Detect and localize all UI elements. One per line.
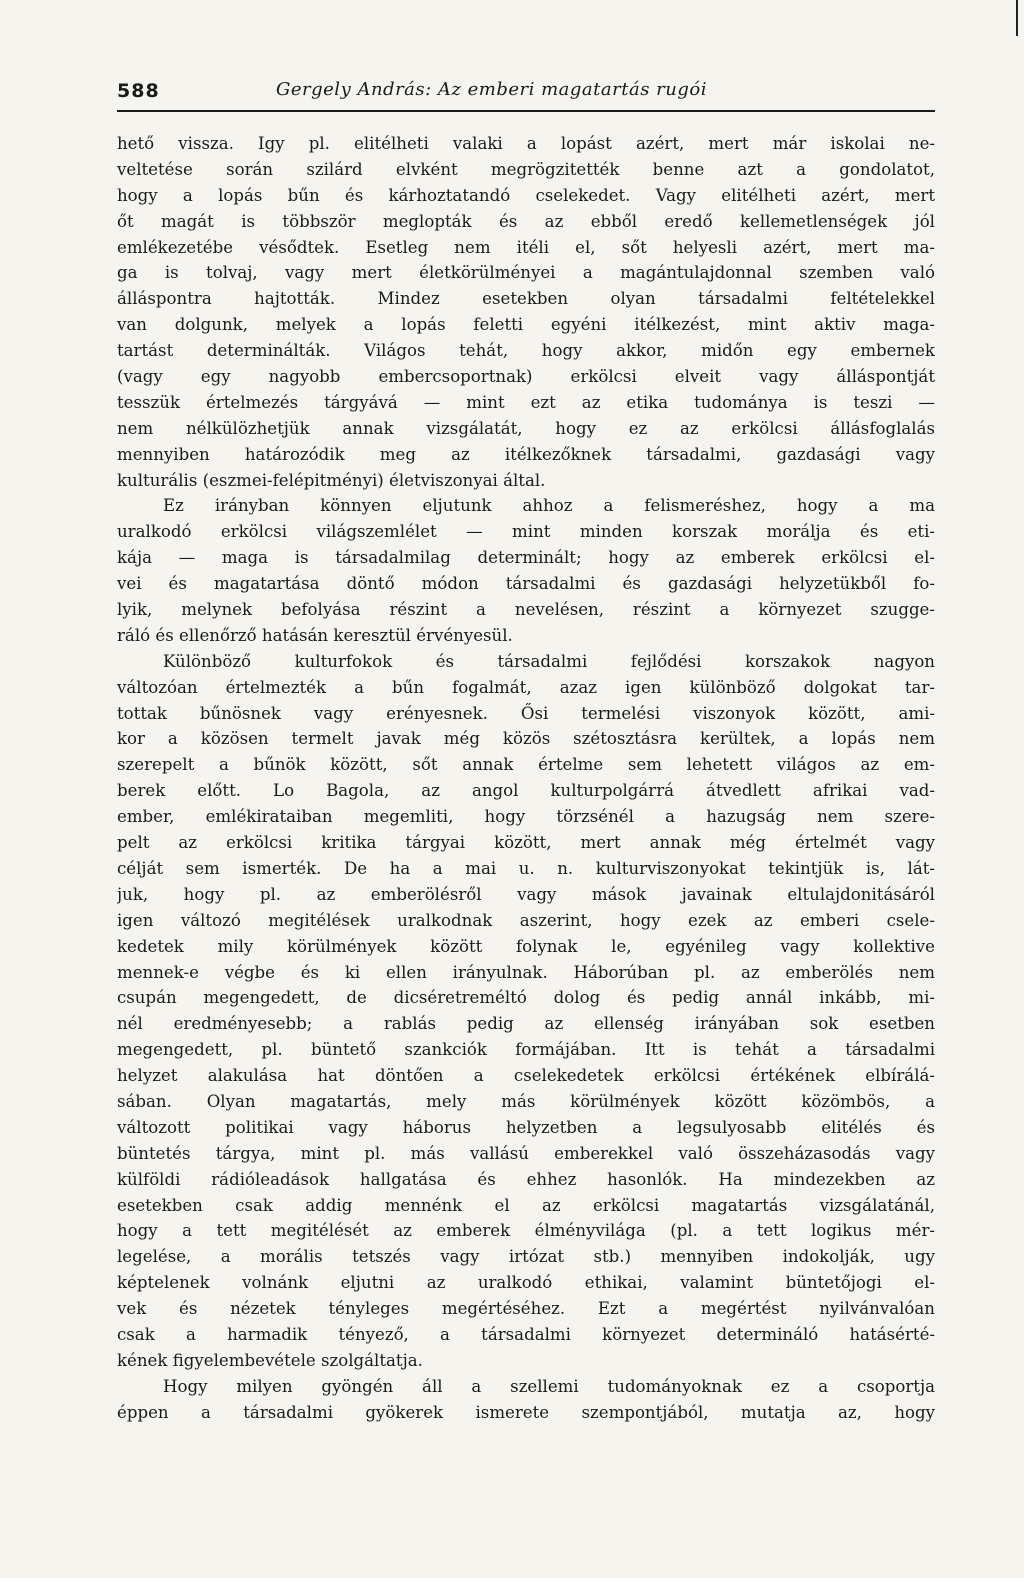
text-line: csak a harmadik tényező, a társadalmi környezet determináló hatásérté- — [117, 1324, 935, 1344]
text-line: nem nélkülözhetjük annak vizsgálatát, hogy ez az erkölcsi állásfoglalás — [117, 418, 935, 438]
text-line: sában. Olyan magatartás, mely más körülmények között közömbös, a — [117, 1091, 935, 1111]
text-line: mennek-e végbe és ki ellen irányulnak. Háborúban pl. az emberölés nem — [117, 962, 935, 982]
text-line: tartást determinálták. Világos tehát, hogy akkor, midőn egy embernek — [117, 341, 935, 361]
page-number: 588 — [117, 80, 160, 102]
text-line: (vagy egy nagyobb embercsoportnak) erkölcsi elveit vagy álláspontját — [117, 367, 935, 387]
text-line: legelése, a morális tetszés vagy irtózat stb.) mennyiben indokolják, ugy — [117, 1247, 935, 1267]
text-line: helyzet alakulása hat döntően a cselekedetek erkölcsi értékének elbírálá- — [117, 1066, 935, 1086]
text-line: hogy a tett megitélését az emberek élményvilága (pl. a tett logikus mér- — [117, 1221, 935, 1241]
text-line: lyik, melynek befolyása részint a nevelésen, részint a környezet szugge- — [117, 600, 935, 620]
text-line: szerepelt a bűnök között, sőt annak értelme sem lehetett világos az em- — [117, 755, 935, 775]
text-line: kor a közösen termelt javak még közös szétosztásra kerültek, a lopás nem — [117, 729, 935, 749]
page-header — [117, 76, 935, 112]
text-line: veltetése során szilárd elvként megrögzitették benne azt a gondolatot, — [117, 159, 935, 179]
text-line: Különböző kulturfokok és társadalmi fejlődési korszakok nagyon — [163, 651, 935, 671]
text-line: ga is tolvaj, vagy mert életkörülményei a magántulajdonnal szemben való — [117, 263, 935, 283]
text-line: nél eredményesebb; a rablás pedig az ellenség irányában sok esetben — [117, 1014, 935, 1034]
text-line: vek és nézetek tényleges megértéséhez. Ezt a megértést nyilvánvalóan — [117, 1299, 935, 1319]
text-line: Ez irányban könnyen eljutunk ahhoz a felismeréshez, hogy a ma — [163, 496, 935, 516]
text-line: ráló és ellenőrző hatásán keresztül érvényesül. — [117, 625, 513, 645]
text-line: éppen a társadalmi gyökerek ismerete szempontjából, mutatja az, hogy — [117, 1402, 935, 1422]
text-line: van dolgunk, melyek a lopás feletti egyéni itélkezést, mint aktiv maga- — [117, 315, 935, 335]
text-line: változóan értelmezték a bűn fogalmát, azaz igen különböző dolgokat tar- — [117, 677, 935, 697]
text-line: képtelenek volnánk eljutni az uralkodó ethikai, valamint büntetőjogi el- — [117, 1273, 935, 1293]
scan-edge-mark — [1016, 0, 1018, 36]
running-title: Gergely András: Az emberi magatartás rugói — [276, 79, 707, 100]
text-line: csupán megengedett, de dicséretreméltó dolog és pedig annál inkább, mi- — [117, 988, 935, 1008]
text-line: hogy a lopás bűn és kárhoztatandó cselekedet. Vagy elitélheti azért, mert — [117, 185, 935, 205]
text-line: álláspontra hajtották. Mindez esetekben olyan társadalmi feltételekkel — [117, 289, 935, 309]
text-line: ember, emlékirataiban megemliti, hogy törzsénél a hazugság nem szere- — [117, 807, 935, 827]
text-line: igen változó megitélések uralkodnak aszerint, hogy ezek az emberi csele- — [117, 910, 935, 930]
text-line: vei és magatartása döntő módon társadalmi és gazdasági helyzetükből fo- — [117, 574, 935, 594]
text-line: célját sem ismerték. De ha a mai u. n. kulturviszonyokat tekintjük is, lát- — [117, 858, 935, 878]
text-line: tottak bűnösnek vagy erényesnek. Ősi termelési viszonyok között, ami- — [117, 703, 935, 723]
text-line: kének figyelembevétele szolgáltatja. — [117, 1350, 423, 1370]
text-line: kája — maga is társadalmilag determinált; hogy az emberek erkölcsi el- — [117, 548, 935, 568]
text-line: megengedett, pl. büntető szankciók formájában. Itt is tehát a társadalmi — [117, 1040, 935, 1060]
text-line: tesszük értelmezés tárgyává — mint ezt az etika tudománya is teszi — — [117, 392, 935, 412]
body-text — [117, 131, 935, 1426]
text-line: uralkodó erkölcsi világszemlélet — mint minden korszak morálja és eti- — [117, 522, 935, 542]
text-line: esetekben csak addig mennénk el az erkölcsi magatartás vizsgálatánál, — [117, 1195, 935, 1215]
text-line: berek előtt. Lo Bagola, az angol kulturpolgárrá átvedlett afrikai vad- — [117, 781, 935, 801]
text-line: büntetés tárgya, mint pl. más vallású emberekkel való összeházasodás vagy — [117, 1143, 935, 1163]
text-line: őt magát is többször meglopták és az ebből eredő kellemetlenségek jól — [117, 211, 935, 231]
text-line: mennyiben határozódik meg az itélkezőknek társadalmi, gazdasági vagy — [117, 444, 935, 464]
text-line: emlékezetébe vésődtek. Esetleg nem itéli el, sőt helyesli azért, mert ma- — [117, 237, 935, 257]
text-line: Hogy milyen gyöngén áll a szellemi tudományoknak ez a csoportja — [163, 1376, 935, 1396]
text-line: kulturális (eszmei-felépitményi) életviszonyai által. — [117, 470, 546, 490]
text-line: kedetek mily körülmények között folynak le, egyénileg vagy kollektive — [117, 936, 935, 956]
text-line: változott politikai vagy háborus helyzetben a legsulyosabb elitélés és — [117, 1117, 935, 1137]
text-line: külföldi rádióleadások hallgatása és ehhez hasonlók. Ha mindezekben az — [117, 1169, 935, 1189]
text-line: hető vissza. Igy pl. elitélheti valaki a lopást azért, mert már iskolai ne- — [117, 134, 935, 153]
text-line: juk, hogy pl. az emberölésről vagy mások javainak eltulajdonitásáról — [117, 884, 935, 904]
text-line: pelt az erkölcsi kritika tárgyai között, mert annak még értelmét vagy — [117, 833, 935, 853]
